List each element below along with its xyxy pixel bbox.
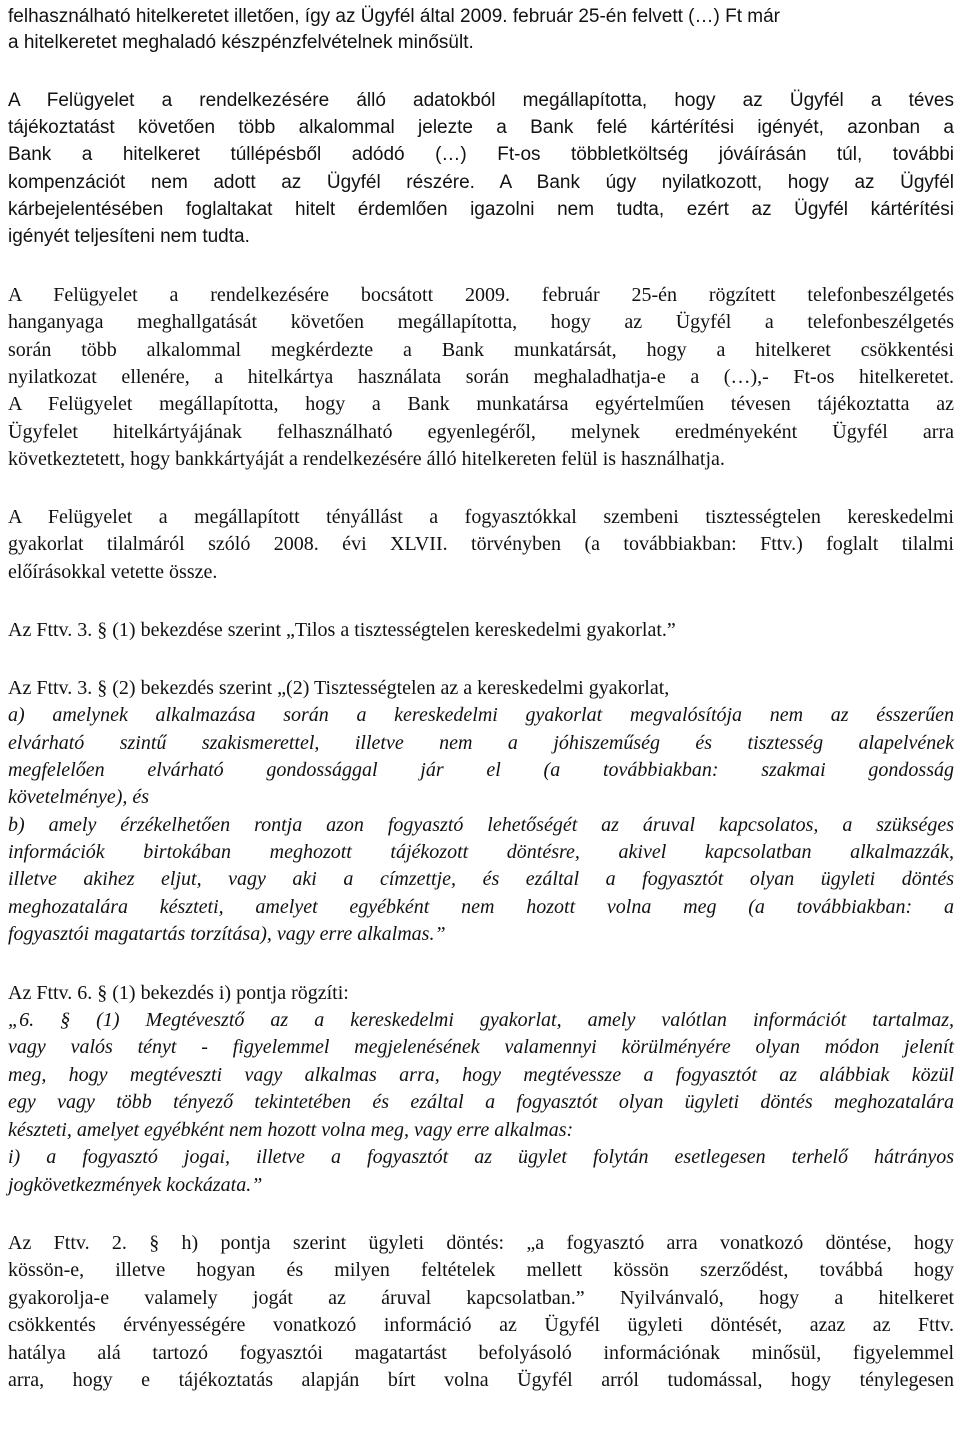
text-line: igényét teljesíteni nem tudta.: [8, 226, 250, 247]
text-line: i) a fogyasztó jogai, illetve a fogyasztót az ügylet folytán esetlegesen terhelő hátrányos: [8, 1146, 954, 1168]
text-line: tájékoztatást követően több alkalommal jelezte a Bank felé kártérítési igényét, azonban a: [8, 117, 954, 138]
text-line: gyakorlat tilalmáról szóló 2008. évi XLVII. törvényben (a továbbiakban: Fttv.) foglalt tilalmi: [8, 533, 954, 555]
text-line: a) amelynek alkalmazása során a kereskedelmi gyakorlat megvalósítója nem az ésszerűen: [8, 704, 954, 726]
text-line: illetve akihez eljut, vagy aki a címzettje, és ezáltal a fogyasztót olyan ügyleti döntés: [8, 868, 954, 890]
text-line: információk birtokában meghozott tájékozott döntésre, akivel kapcsolatban alkalmazzák,: [8, 841, 954, 863]
text-line: Az Fttv. 3. § (2) bekezdés szerint „(2) Tisztességtelen az a kereskedelmi gyakorlat,: [8, 677, 670, 699]
text-line: gyakorolja-e valamely jogát az áruval kapcsolatban.” Nyilvánvaló, hogy a hitelkeret: [8, 1287, 954, 1309]
text-line: A Felügyelet megállapította, hogy a Bank munkatársa egyértelműen tévesen tájékoztatta az: [8, 393, 954, 415]
text-line: jogkövetkezmények kockázata.”: [8, 1174, 263, 1196]
text-line: kárbejelentésében foglaltakat hitelt érdemlően igazolni nem tudta, ezért az Ügyfél kártérítési: [8, 199, 954, 220]
text-line: csökkentés érvényességére vonatkozó információ az Ügyfél ügyleti döntését, azaz az Fttv.: [8, 1314, 954, 1336]
text-line: következtetett, hogy bankkártyáját a rendelkezésére álló hitelkereten felül is használhatja.: [8, 448, 725, 470]
text-line: b) amely érzékelhetően rontja azon fogyasztó lehetőségét az áruval kapcsolatos, a szükséges: [8, 814, 954, 836]
text-line: kompenzációt nem adott az Ügyfél részére. A Bank úgy nyilatkozott, hogy az Ügyfél: [8, 172, 954, 193]
text-line: fogyasztói magatartás torzítása), vagy erre alkalmas.”: [8, 923, 446, 945]
text-line: hatálya alá tartozó fogyasztói magatartást befolyásoló információnak minősül, figyelemmel: [8, 1342, 954, 1364]
text-line: megfelelően elvárható gondossággal jár el (a továbbiakban: szakmai gondosság: [8, 759, 954, 781]
text-line: „6. § (1) Megtévesztő az a kereskedelmi gyakorlat, amely valótlan információt tartalmaz,: [8, 1009, 954, 1031]
text-line: előírásokkal vetette össze.: [8, 561, 218, 583]
text-line: Az Fttv. 6. § (1) bekezdés i) pontja rögzíti:: [8, 982, 349, 1004]
text-line: arra, hogy e tájékoztatás alapján bírt volna Ügyfél arról tudomással, hogy ténylegesen: [8, 1369, 954, 1391]
text-line: során több alkalommal megkérdezte a Bank munkatársát, hogy a hitelkeret csökkentési: [8, 339, 954, 361]
text-line: meghozatalára készteti, amelyet egyébként nem hozott volna meg (a továbbiakban: a: [8, 896, 954, 918]
text-line: A Felügyelet a rendelkezésére álló adatokból megállapította, hogy az Ügyfél a téves: [8, 90, 954, 111]
text-line: A Felügyelet a rendelkezésére bocsátott 2009. február 25-én rögzített telefonbeszélgetés: [8, 284, 954, 306]
text-line: kössön-e, illetve hogyan és milyen feltételek mellett kössön szerződést, továbbá hogy: [8, 1259, 954, 1281]
text-line: A Felügyelet a megállapított tényállást a fogyasztókkal szembeni tisztességtelen kereskedelmi: [8, 506, 954, 528]
text-line: Az Fttv. 3. § (1) bekezdése szerint „Tilos a tisztességtelen kereskedelmi gyakorlat.”: [8, 619, 676, 641]
text-line: készteti, amelyet egyébként nem hozott volna meg, vagy erre alkalmas:: [8, 1119, 574, 1141]
text-line: követelménye), és: [8, 786, 150, 808]
text-line: Az Fttv. 2. § h) pontja szerint ügyleti döntés: „a fogyasztó arra vonatkozó döntése, hogy: [8, 1232, 954, 1254]
text-line: meg, hogy megtéveszti vagy alkalmas arra, hogy megtévessze a fogyasztót az alábbiak közül: [8, 1064, 954, 1086]
text-line: a hitelkeretet meghaladó készpénzfelvételnek minősült.: [8, 32, 474, 53]
text-line: Ügyfelet hitelkártyájának felhasználható egyenlegéről, melynek eredményeként Ügyfél arra: [8, 421, 954, 443]
text-line: felhasználható hitelkeretet illetően, így az Ügyfél által 2009. február 25-én felvett (…) Ft már: [8, 6, 781, 27]
text-line: vagy valós tényt - figyelemmel megjelenésének valamennyi körülményére olyan módon jelenít: [8, 1036, 954, 1058]
text-line: Bank a hitelkeret túllépésből adódó (…) Ft-os többletköltség jóváírásán túl, további: [8, 144, 954, 165]
text-line: hanganyaga meghallgatását követően megállapította, hogy az Ügyfél a telefonbeszélgetés: [8, 311, 954, 333]
text-line: egy vagy több tényező tekintetében és ezáltal a fogyasztót olyan ügyleti döntés meghozatalára: [8, 1091, 954, 1113]
text-line: nyilatkozat ellenére, a hitelkártya használata során meghaladhatja-e a (…),- Ft-os hitelkeretet.: [8, 366, 954, 388]
text-line: elvárható szintű szakismerettel, illetve nem a jóhiszeműség és tisztesség alapelvének: [8, 732, 954, 754]
